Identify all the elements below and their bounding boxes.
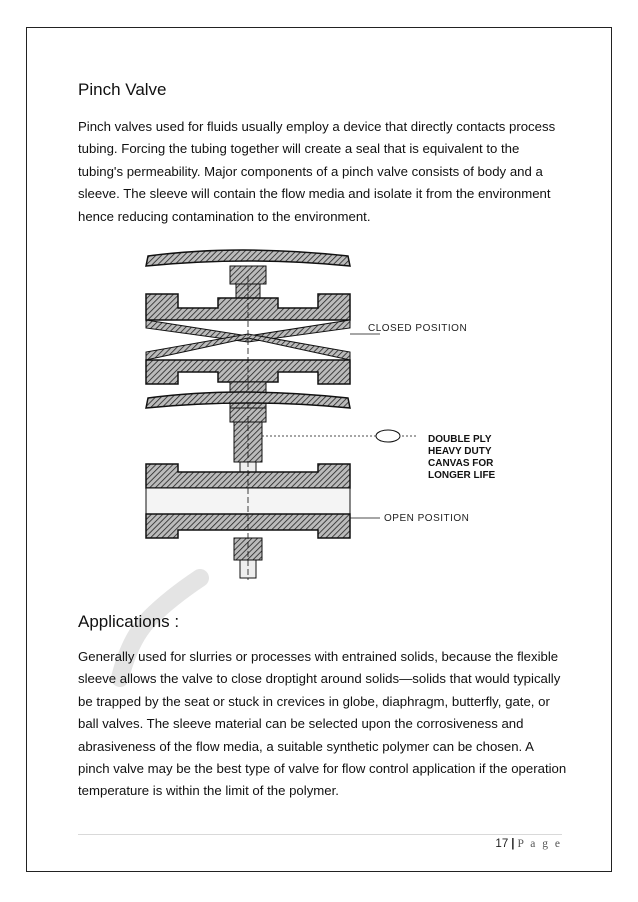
canvas-label-line1: DOUBLE PLY: [428, 434, 492, 445]
footer-divider: [78, 834, 562, 835]
closed-position-label: CLOSED POSITION: [368, 323, 468, 334]
section-body-pinch-valve: Pinch valves used for fluids usually employ a device that directly contacts process tubing. Forcing the tubing together will create a seal that is equivalent to the tubing's permeability. Major components of a pinch valve consists of body and a sleeve. The sleeve will contain the flow media and isolate it from the environment hence reducing contamination to the environment.: [78, 119, 556, 224]
page-number: 17: [495, 838, 509, 850]
canvas-label-line2: HEAVY DUTY: [428, 446, 492, 457]
section-title-pinch-valve: Pinch Valve: [78, 80, 167, 99]
open-position-label: OPEN POSITION: [384, 513, 470, 524]
canvas-label-line4: LONGER LIFE: [428, 470, 496, 481]
canvas-label-line3: CANVAS FOR: [428, 458, 494, 469]
footer-separator: |: [511, 838, 515, 850]
section-title-applications: Applications :: [78, 612, 180, 631]
page-label: P a g e: [517, 838, 562, 850]
section-body-applications: Generally used for slurries or processes with entrained solids, because the flexible sleeve allows the valve to close droptight around solids—solids that would typically be trapped by the seat or stuck in crevices in globe, diaphragm, butterfly, gate, or ball valves. The sleeve material can be selected upon the corrosiveness and abrasiveness of the flow media, a suitable synthetic polymer can be chosen. A pinch valve may be the best type of valve for flow control application if the operation temperature is within the limit of the polymer.: [78, 649, 567, 799]
page-footer: [495, 838, 562, 850]
